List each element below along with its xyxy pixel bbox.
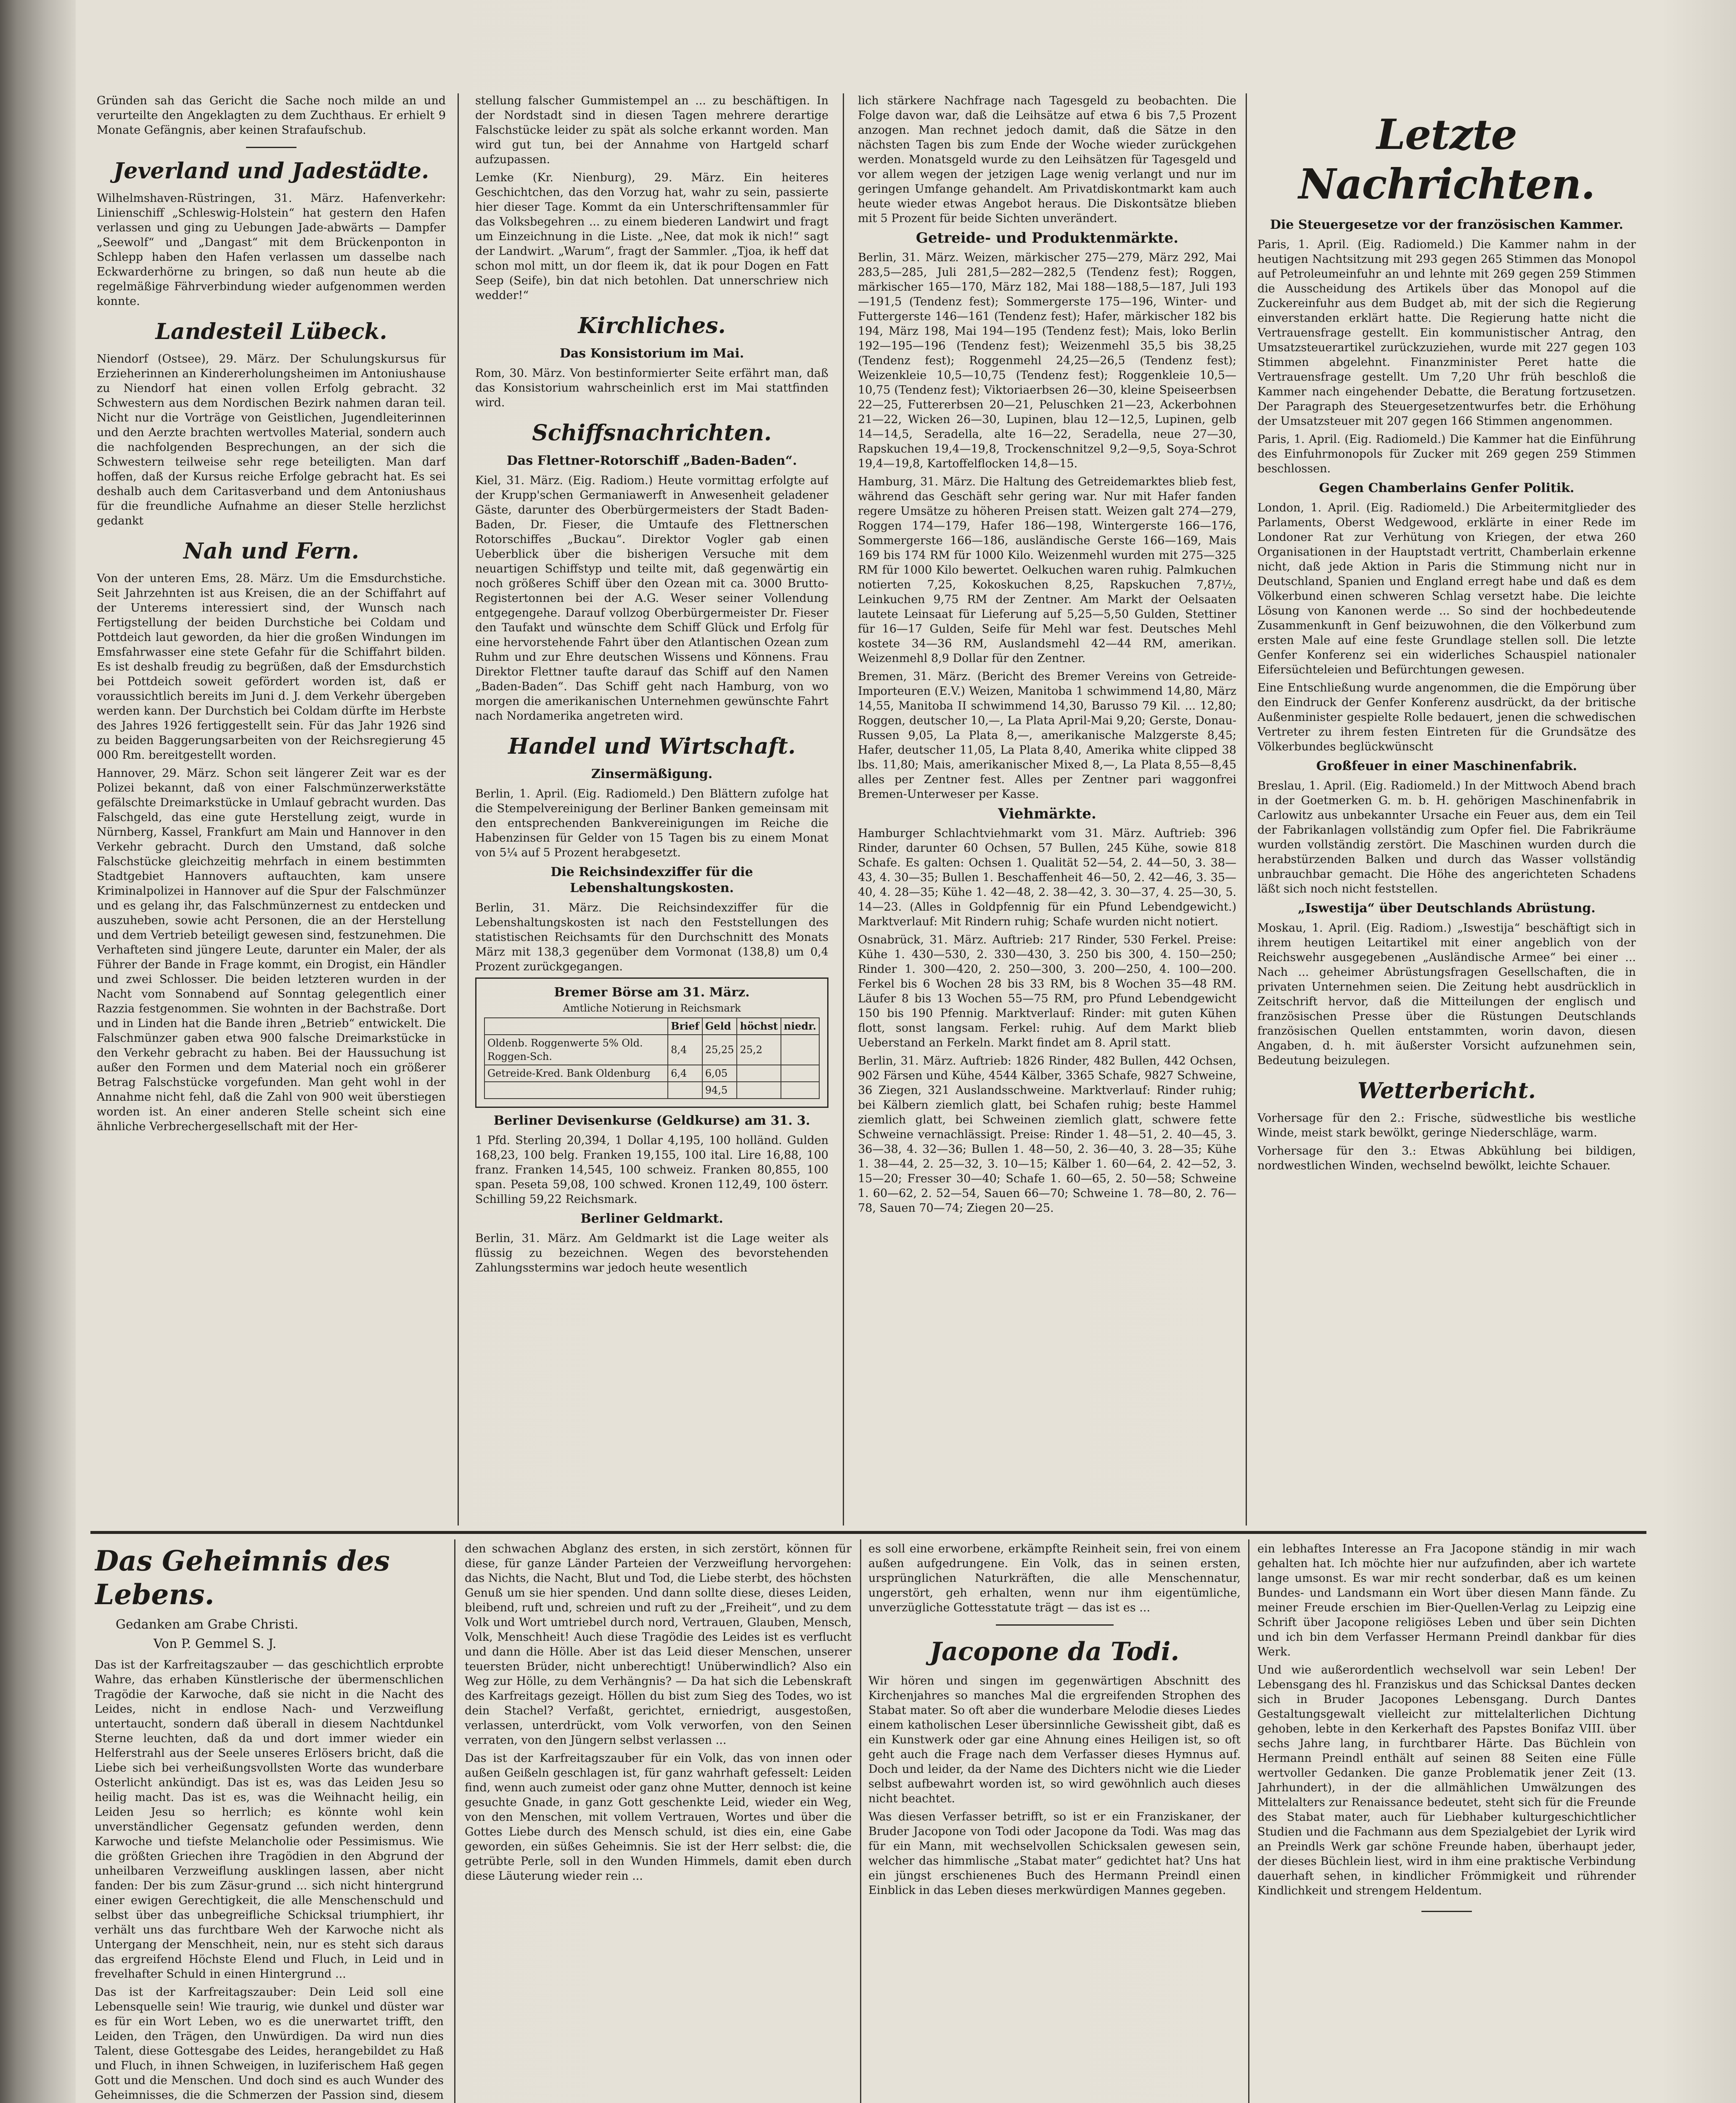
article-paragraph: Das ist der Karfreitagszauber: Dein Leid soll eine Lebensquelle sein! Wie traurig, wie dunkel und düster war es für ein Wort Leben, wo es die unerwartet trifft, den Leiden, den Trägen, den Unwürdigen. Da wird nun dies Talent, diese Gottesgabe des Leides, herangebildet zu Haß und Fluch, in ihnen Schweigen, in luziferischem Haß gegen Gott und die Menschen. Und doch sind es auch Wunder des Geheimnisses, die die Schmerzen der Passion sind, diesem — [95, 1986, 444, 2102]
table-cell — [781, 1065, 819, 1082]
article-headline: Das Flettner-Rotorschiff „Baden-Baden“. — [506, 453, 797, 468]
article-headline: Die Steuergesetze vor der französischen Kammer. — [1270, 217, 1623, 232]
table-cell: 6,4 — [668, 1065, 702, 1082]
article-headline: Die Reichsindexziffer für die Lebenshaltungskosten. — [550, 865, 753, 895]
table-header — [484, 1018, 668, 1035]
article-headline: Berliner Devisenkurse (Geldkurse) am 31. 3. — [493, 1113, 810, 1128]
short-rule — [996, 1624, 1114, 1626]
article-headline: „Iswestija“ über Deutschlands Abrüstung. — [1298, 901, 1596, 916]
column-divider — [1246, 93, 1247, 1526]
article-paragraph: Berlin, 31. März. Die Reichsindexziffer für die Lebenshaltungskosten ist nach den Feststellungen des statistischen Reichsamts für den Durchschnitt des Monats März mit 138,3 gegenüber dem Vormonat (138,8) um 0,4 Prozent zurückgegangen. — [475, 901, 828, 973]
short-rule — [246, 147, 296, 148]
article-paragraph: den schwachen Abglanz des ersten, in sich zerstört, können für diese, für ganze Länder Parteien der Verzweiflung hervorgehen: das Nichts, die Nacht, Blut und Tod, die Liebe sterbt, des höchsten Genuß um sie hier spenden. Und dann sollte diese, dieses Leiden, bleibend, ruft und, schreien und ruft zu der „Freiheit“, und zu dem Volk und Wort umtriebel durch nord, Vertrauen, Glauben, Mensch, Volk, Menschheit! Auch diese Tragödie des Leides ist es verflucht und dann die Hölle. Aber ist das Leid dieser Menschen, unserer teuersten Brüder, nicht unberechtigt! Unüberwindlich? Also ein Weg zur Hölle, zu dem Verhängnis? — Da hat sich die Lebenskraft des Karfreitags gezeigt. Höllen du bist zum Sieg des Todes, wo ist dein Stachel? Verfaßt, gerichtet, erniedrigt, ausgestoßen, verlassen, unterdrückt, vom Volk verworfen, von den Seinen verraten, von den Jüngern selbst verlassen ... — [465, 1542, 852, 1747]
table-cell — [484, 1082, 668, 1099]
article-paragraph: Rom, 30. März. Von bestinformierter Seite erfährt man, daß das Konsistorium wahrscheinlich erst im Mai stattfinden wird. — [475, 367, 828, 409]
article-paragraph: Hamburg, 31. März. Die Haltung des Getreidemarktes blieb fest, während das Geschäft sehr gering war. Nur mit Hafer fanden regere Umsätze zu höheren Preisen statt. Weizen galt 274—279, Roggen 174—179, Hafer 186—198, Wintergerste 166—176, Sommergerste 166—186, ausländische Gerste 166—169, Mais 169 bis 174 RM für 1000 Kilo. Weizenmehl wurden mit 275—325 RM für 1000 Kilo bewertet. Oelkuchen waren ruhig. Palmkuchen notierten 7,25, Kokoskuchen 8,25, Rapskuchen 7,87½, Leinkuchen 9,75 RM der Zentner. Am Markt der Oelsaaten lautete Leinsaat für Lieferung auf 5,25—5,50 Gulden, Stettiner für 16—17 Gulden, Seife für Mehl war fest. Deutsches Mehl kostete 34—36 RM, Auslandsmehl 42—44 RM, amerikan. Weizenmehl 8,9 Dollar für den Zentner. — [858, 475, 1236, 665]
table-header: Geld — [702, 1018, 737, 1035]
article-paragraph: Und wie außerordentlich wechselvoll war sein Leben! Der Lebensgang des hl. Franziskus und das Schicksal Dantes decken sich in Bruder Jacopones Lebensgang. Durch Dantes Gestaltungsgewalt vielleicht zur mittelalterlichen Dichtung gehoben, lebte in den Kerkerhaft des Papstes Bonifaz VIII. über sechs Jahre lang, in furchtbarer Härte. Das Büchlein von Hermann Preindl enthält auf seinen 88 Seiten eine Fülle wertvoller Gedanken. Die ganze Problematik jener Zeit (13. Jahrhundert), in der die allmählichen Umwälzungen des Mittelalters zur Renaissance bedeutet, steht sich für die Freunde des Stabat mater, auch für Liebhaber kulturgeschichtlicher Studien und die Fachmann aus dem Spezialgebiet der Lyrik wird an Preindls Werk gar schöne Freunde haben, überhaupt jeder, der dieses Büchlein liest, wird in ihm eine praktische Verbindung dauerhaft sehen, in kindlicher Frömmigkeit und rührender Kindlichkeit und strengem Heldentum. — [1257, 1663, 1636, 1897]
box-title: Bremer Börse am 31. März. — [554, 985, 750, 1000]
article-paragraph: stellung falscher Gummistempel an ... zu beschäftigen. In der Nordstadt sind in diesen Tagen mehrere derartige Falschstücke leider zu spät als solche erkannt worden. Man wird gut tun, bei der Annahme von Hartgeld scharf aufzupassen. — [475, 94, 828, 166]
section-heading: Letzte Nachrichten. — [1298, 111, 1595, 209]
feature-author: Von P. Gemmel S. J. — [153, 1637, 277, 1651]
table-cell: Getreide-Kred. Bank Oldenburg — [484, 1065, 668, 1082]
table-cell: 94,5 — [702, 1082, 737, 1099]
table-cell — [781, 1082, 819, 1099]
short-rule — [1421, 1911, 1472, 1912]
table-cell: 6,05 — [702, 1065, 737, 1082]
column-4 — [1257, 93, 1636, 1526]
table-row — [484, 1065, 819, 1082]
section-heading: Getreide- und Produktenmärkte. — [916, 230, 1179, 246]
table-header: niedr. — [781, 1018, 819, 1035]
article-headline: Zinsermäßigung. — [591, 767, 713, 781]
feature-title: Jacopone da Todi. — [929, 1637, 1180, 1666]
table-row — [484, 1082, 819, 1099]
quote-table — [484, 1017, 820, 1099]
feature-column-2 — [465, 1541, 852, 2103]
article-headline: Das Konsistorium im Mai. — [559, 346, 744, 361]
page-spine — [0, 0, 76, 2103]
article-paragraph: Berlin, 31. März. Am Geldmarkt ist die Lage weiter als flüssig zu bezeichnen. Wegen des bevorstehenden Zahlungsstermins war jedoch heute wesentlich — [475, 1232, 828, 1274]
feature-title: Das Geheimnis des Lebens. — [95, 1544, 390, 1611]
column-divider — [1248, 1539, 1249, 2103]
table-cell: 8,4 — [668, 1035, 702, 1065]
table-cell: 25,25 — [702, 1035, 737, 1065]
feuilleton-rule — [90, 1531, 1646, 1534]
column-1 — [97, 93, 446, 1526]
section-heading: Landesteil Lübeck. — [155, 319, 387, 344]
article-paragraph: Osnabrück, 31. März. Auftrieb: 217 Rinder, 530 Ferkel. Preise: Kühe 1. 430—530, 2. 330—430, 3. 250 bis 300, 4. 150—250; Rinder 1. 300—420, 2. 250—300, 3. 200—250, 4. 100—200. Ferkel bis 6 Wochen 28 bis 33 RM, bis 8 Wochen 35—48 RM. Läufer 8 bis 13 Wochen 55—75 RM, pro Pfund Lebendgewicht 150 bis 190 Pfennig. Marktverlauf: Rinder: mit guten Kühen flott, sonst langsam. Ferkel: ruhig. Auf dem Markt blieb Ueberstand an Ferkeln. Markt findet am 8. April statt. — [858, 933, 1236, 1049]
stock-exchange-box — [475, 977, 828, 1108]
section-heading: Viehmärkte. — [998, 805, 1096, 822]
article-paragraph: Vorhersage für den 3.: Etwas Abkühlung bei bildigen, nordwestlichen Winden, wechselnd bewölkt, leichte Schauer. — [1257, 1144, 1636, 1172]
article-paragraph: Paris, 1. April. (Eig. Radiomeld.) Die Kammer hat die Einführung des Einfuhrmonopols für Zucker mit 269 gegen 259 Stimmen beschlossen. — [1257, 433, 1636, 475]
column-2 — [475, 93, 828, 1526]
column-divider — [843, 93, 844, 1526]
feature-subtitle: Gedanken am Grabe Christi. — [116, 1617, 299, 1632]
article-paragraph: lich stärkere Nachfrage nach Tagesgeld zu beobachten. Die Folge davon war, daß die Leihsätze auf etwa 6 bis 7,5 Prozent anzogen. Man rechnet jedoch damit, daß die Sätze in den nächsten Tagen bis zum Ende der Woche wieder zurückgehen werden. Monatsgeld wurde zu den Leihsätzen für Tagesgeld und vor allem wegen der jetzigen Lage wenig verlangt und nur im geringen Umfange gehandelt. Am Privatdiskontmarkt kam auch heute wieder etwas Angebot heraus. Die Diskontsätze blieben mit 5 Prozent für beide Sichten unverändert. — [858, 94, 1236, 225]
article-paragraph: Hannover, 29. März. Schon seit längerer Zeit war es der Polizei bekannt, daß von einer Falschmünzerwerkstätte gefälschte Dreimarkstücke in Umlauf gebracht wurden. Das Falschgeld, das eine gute Herstellung zeigt, wurde in Nürnberg, Kassel, Frankfurt am Main und Hannover in den Verkehr gebracht. Durch den Umstand, daß solche Falschstücke gleichzeitig mehrfach in einem bestimmten Stadtgebiet Hannovers auftauchten, kam unsere Kriminalpolizei in Hannover auf die Spur der Falschmünzer und es gelang ihr, das Falschmünzernest zu entdecken und auszuheben, sowie acht Personen, die an der Herstellung und dem Vertrieb beteiligt gewesen sind, festzunehmen. Die Verhafteten sind jüngere Leute, darunter ein Maler, der als Führer der Bande in Frage kommt, ein Drogist, ein Händler und zwei Schlosser. Die beiden letzteren wurden in der Nacht vom Sonnabend auf Sonntag gelegentlich einer Razzia festgenommen. Sie wohnten in der Bachstraße. Dort und in Linden hat die Bande ihren „Betrieb“ entwickelt. Die Falschmünzer gaben etwa 900 falsche Dreimarkstücke in den Verkehr gebracht zu haben. Bei der Haussuchung ist außer den Formen und dem Material noch ein größerer Betrag Falschstücke vorgefunden. Man geht wohl in der Annahme nicht fehl, daß die Zahl von 900 weit überstiegen worden ist. An einer anderen Stelle scheint sich eine ähnliche Verbrechergesellschaft mit der Her- — [97, 767, 446, 1133]
article-paragraph: Vorhersage für den 2.: Frische, südwestliche bis westliche Winde, meist stark bewölkt, geringe Niederschläge, warm. — [1257, 1112, 1636, 1139]
column-divider — [458, 93, 459, 1526]
column-divider — [860, 1539, 861, 2103]
article-paragraph: ein lebhaftes Interesse an Fra Jacopone ständig in mir wach gehalten hat. Ich möchte hier nur aufzufinden, aber ich wartete lange umsonst. Es war mir recht sonderbar, daß es um keinen Bundes- und Landsmann ein Wort über diesen Mann fände. Zu meiner Freude erschien im Bier-Quellen-Verlag zu Leipzig eine Schrift über Jacopone religiöses Leben und über sein Dichten und ich bin dem Verfasser Hermann Preindl dankbar für dies Werk. — [1257, 1542, 1636, 1658]
section-heading: Wetterbericht. — [1358, 1078, 1536, 1104]
feature-column-1 — [95, 1541, 444, 2103]
article-paragraph: London, 1. April. (Eig. Radiomeld.) Die Arbeitermitglieder des Parlaments, Oberst Wedgewood, erklärte in einer Rede im Londoner Rat zur Verhütung von Kriegen, der etwa 260 Organisationen in der Hauptstadt vertritt, Chamberlain erkenne nicht, daß jede Aktion in Paris die Stimmung nicht nur in Deutschland, Spanien und England erregt habe und daß es dem Völkerbund einen schweren Schlag versetzt habe. Die leichte Lösung von Kanonen werde ... So sind der hochbedeutende Zusammenkunft in Genf beizuwohnen, die den Völkerbund zum ersten Male auf eine feste Grundlage stellen soll. Die letzte Genfer Konferenz sei ein widerliches Schauspiel nationaler Eifersüchteleien und Befürchtungen gewesen. — [1257, 501, 1636, 676]
table-header: höchst — [737, 1018, 781, 1035]
table-row — [484, 1035, 819, 1065]
article-paragraph: Niendorf (Ostsee), 29. März. Der Schulungskursus für Erzieherinnen an Kindererholungsheimen im Antoniushause zu Niendorf hat einen vollen Erfolg gebracht. 32 Schwestern aus dem Nordischen Bezirk nahmen daran teil. Nicht nur die Vorträge von Geistlichen, Jugendleiterinnen und den Aerzte brachten wertvolles Material, sondern auch die nachfolgenden Besprechungen, an der sich die Schwestern teilweise sehr rege beteiligten. Man darf hoffen, daß der Kursus reiche Erfolge gebracht hat. Es sei deshalb auch dem Caritasverband und dem Antoniushaus für die freundliche Aufnahme an dieser Stelle herzlichst gedankt — [97, 352, 446, 527]
table-cell: Oldenb. Roggenwerte 5% Old. Roggen-Sch. — [484, 1035, 668, 1065]
box-subtitle: Amtliche Notierung in Reichsmark — [563, 1002, 741, 1014]
article-paragraph: Das ist der Karfreitagszauber — das geschichtlich erprobte Wahre, das erhaben Künstlerische der übermenschlichen Tragödie der Karwoche, daß sie nicht in die Nacht des Leides, nicht in endlose Nach- und Verzweiflung untertaucht, sondern daß überall in diesem Nachtdunkel Sterne leuchten, daß da und dort immer wieder ein Helferstrahl aus der Seele unseres Erlösers bricht, daß die Liebe sich bei verheißungsvollsten Worte das wunderbare Osterlicht ankündigt. Das ist es, was das Leiden Jesu so heilig macht. Das ist es, was die Weihnacht heilig, ein Leiden Jesu so herrlich; es könnte wohl kein unverständlicher Gegensatz gefunden werden, denn Karwoche und tiefste Melancholie oder Pessimismus. Wie die größten Griechen ihre Tragödien in den Abgrund der unheilbaren Verzweiflung ausklingen lassen, aber nicht fanden: Der bis zum Zäsur-grund ... sich nicht hintergrund einer ewigen Gerechtigkeit, die alle Menschenschuld und selbst über das unbegreifliche Schicksal triumphiert, ihr verhält uns das furchtbare Weh der Karwoche nicht als Untergang der Menschheit, nein, nur es steht sich daraus das ergreifend Höchste Elend und Fluch, in Leid und in frevelhafter Schuld in einen Hintergrund ... — [95, 1658, 444, 1981]
table-cell — [737, 1065, 781, 1082]
article-paragraph: Berlin, 1. April. (Eig. Radiomeld.) Den Blättern zufolge hat die Stempelvereinigung der Berliner Banken gemeinsam mit den entsprechenden Bankvereinigungen im Reiche die Habenzinsen für Gelder von 15 Tagen bis zu einem Monat von 5¼ auf 5 Prozent herabgesetzt. — [475, 787, 828, 859]
article-paragraph: Was diesen Verfasser betrifft, so ist er ein Franziskaner, der Bruder Jacopone von Todi oder Jacopone da Todi. Was mag das für ein Mann, mit wechselvollen Schicksalen gewesen sein, welcher das himmlische „Stabat mater“ gedichtet hat? Uns hat ein jüngst erschienenes Buch des Hermann Preindl einen Einblick in das Leben dieses merkwürdigen Mannes gegeben. — [868, 1810, 1241, 1897]
article-paragraph: es soll eine erworbene, erkämpfte Reinheit sein, frei von einem außen aufgedrungene. Ein Volk, das in seinen ersten, ursprünglichen Naturkräften, die alle Menschennatur, ungerstört, geh erhalten, wenn nur ihm eigentümliche, unverzügliche Gottesstatute trägt — das ist es ... — [868, 1542, 1241, 1614]
table-cell — [668, 1082, 702, 1099]
article-paragraph: Bremen, 31. März. (Bericht des Bremer Vereins von Getreide-Importeuren (E.V.) Weizen, Manitoba 1 schwimmend 14,80, März 14,55, Manitoba II schwimmend 14,30, Barusso 79 Kil. ... 12,80; Roggen, deutscher 10,—, La Plata April-Mai 9,20; Gerste, Donau-Russen 9,05, La Plata 8,—, amerikanische Malzgerste 8,45; Hafer, deutscher 11,05, La Plata 8,40, Amerika white clipped 38 lbs. 11,80; Mais, amerikanischer Mixed 8,—, La Plata 8,55—8,45 alles per Zentner fest. Alles per Zentner pari waggonfrei Bremen-Unterweser per Kasse. — [858, 670, 1236, 801]
article-paragraph: Lemke (Kr. Nienburg), 29. März. Ein heiteres Geschichtchen, das den Vorzug hat, wahr zu sein, passierte hier dieser Tage. Kommt da ein Unterschriftensammler für das Volksbegehren ... zu einem biederen Landwirt und fragt um Einzeichnung in die Liste. „Nee, dat mok ik nich!“ sagt der Landwirt. „Warum“, fragt der Sammler. „Tjoa, ik heff dat schon mol mitt, un dor fleem ik, dat ik pour Dogen en Fatt Seep (Seife), bin dat nich betohlen. Dat unnerschriew nich wedder!“ — [475, 171, 828, 302]
article-paragraph: Breslau, 1. April. (Eig. Radiomeld.) In der Mittwoch Abend brach in der Goetmerken G. m. b. H. gehörigen Maschinenfabrik in Carlowitz aus unbekannter Ursache ein Feuer aus, dem ein Teil der Fabrikanlagen vollständig zum Opfer fiel. Die Fabrikräume wurden vollständig zerstört. Die Maschinen wurden durch die herabstürzenden Balken und durch das Wasser vollständig unbrauchbar gemacht. Die Höhe des angerichteten Schadens läßt sich noch nicht feststellen. — [1257, 779, 1636, 895]
article-paragraph: 1 Pfd. Sterling 20,394, 1 Dollar 4,195, 100 holländ. Gulden 168,23, 100 belg. Franken 19,155, 100 ital. Lire 16,88, 100 franz. Franken 14,545, 100 schweiz. Franken 80,855, 100 span. Peseta 59,08, 100 schwed. Kronen 112,49, 100 österr. Schilling 59,22 Reichsmark. — [475, 1134, 828, 1206]
section-heading: Kirchliches. — [578, 313, 726, 339]
article-paragraph: Berlin, 31. März. Auftrieb: 1826 Rinder, 482 Bullen, 442 Ochsen, 902 Färsen und Kühe, 4544 Kälber, 3365 Schafe, 9827 Schweine, 36 Ziegen, 321 Auslandsschweine. Marktverlauf: Rinder ruhig; bei Kälbern ziemlich glatt, bei Schafen ruhig; beste Hammel ziemlich glatt, bei Schweinen ziemlich glatt, schwere fette Schweine vernachlässigt. Preise: Rinder 1. 48—51, 2. 40—45, 3. 36—38, 4. 32—36; Bullen 1. 48—50, 2. 36—40, 3. 28—35; Kühe 1. 38—44, 2. 25—32, 3. 10—15; Kälber 1. 60—64, 2. 42—52, 3. 15—20; Fresser 30—40; Schafe 1. 60—65, 2. 50—58; Schweine 1. 60—62, 2. 52—54, Sauen 66—70; Schweine 1. 78—80, 2. 76—78, Sauen 70—74; Ziegen 20—25. — [858, 1054, 1236, 1215]
article-paragraph: Wilhelmshaven-Rüstringen, 31. März. Hafenverkehr: Linienschiff „Schleswig-Holstein“ hat gestern den Hafen verlassen und ging zu Uebungen Jade-abwärts — Dampfer „Seewolf“ und „Dangast“ mit dem Brückenponton in Schlepp haben den Hafen verlassen um dasselbe nach Eckwarderhörne zu bringen, so daß nun heute ab die regelmäßige Fährverbindung wieder aufgenommen werden konnte. — [97, 192, 446, 308]
article-paragraph: Kiel, 31. März. (Eig. Radiom.) Heute vormittag erfolgte auf der Krupp'schen Germaniawerft in Anwesenheit geladener Gäste, darunter des Oberbürgermeisters der Stadt Baden-Baden, Dr. Fieser, die Umtaufe des Flettnerschen Rotorschiffes „Buckau“. Direktor Vogler gab einen Ueberblick über die bisherigen Versuche mit dem neuartigen Schiffstyp und teilte mit, daß gegenwärtig ein noch größeres Schiff über den Ozean mit ca. 3000 Brutto-Registertonnen bei der A.G. Weser seiner Vollendung entgegengehe. Darauf vollzog Oberbürgermeister Dr. Fieser den Taufakt und wünschte dem Schiff Glück und Erfolg für eine hervorstehende Fahrt über den Atlantischen Ozean zum Ruhm und zur Ehre deutschen Wissens und Könnens. Frau Direktor Flettner taufte darauf das Schiff auf den Namen „Baden-Baden“. Das Schiff geht nach Hamburg, von wo morgen die amerikanischen Unternehmen gewünschte Fahrt nach Nordamerika angetreten wird. — [475, 474, 828, 723]
column-divider — [454, 1539, 455, 2103]
column-3 — [858, 93, 1236, 1526]
section-heading: Handel und Wirtschaft. — [508, 734, 796, 759]
feature-column-3 — [868, 1541, 1241, 2103]
article-paragraph: Wir hören und singen im gegenwärtigen Abschnitt des Kirchenjahres so manches Mal die ergreifenden Strophen des Stabat mater. So oft aber die wunderbare Melodie dieses Liedes einem katholischen Leser übersinnliche Gewissheit gibt, daß es ein Kunstwerk oder gar eine Ahnung eines Heiligen ist, so oft geht auch die Frage nach dem Verfasser dieses Hymnus auf. Doch und leider, da der Name des Dichters nicht wie die Lieder selbst aufbewahrt worden ist, so wird gewöhnlich auch dieses nicht beachtet. — [868, 1674, 1241, 1805]
section-heading: Jeverland und Jadestädte. — [113, 158, 429, 184]
article-headline: Berliner Geldmarkt. — [580, 1211, 723, 1226]
article-paragraph: Moskau, 1. April. (Eig. Radiom.) „Iswestija“ beschäftigt sich in ihrem heutigen Leitartikel mit einer angeblich von der Reichswehr ausgegebenen „Ausländische Armee“ bei einer ... Nach ... geheimer Abrüstungsfragen Gesellschaften, die in privaten Unternehmen seien. Die Zeitung hebt ausdrücklich in Zeitschrift hervor, daß die Mitteilungen der englisch und französischen Presse über die Rüstungen Deutschlands französischen Quellen entstammten, worin davon, diesen Angaben, d. h. mit äußerster Vorsicht aufzunehmen sein, Bedeutung beizulegen. — [1257, 922, 1636, 1067]
table-header: Brief — [668, 1018, 702, 1035]
section-heading: Nah und Fern. — [183, 538, 359, 564]
article-paragraph: Gründen sah das Gericht die Sache noch milde an und verurteilte den Angeklagten zu dem Zuchthaus. Er erhielt 9 Monate Gefängnis, aber keinen Strafaufschub. — [97, 94, 446, 137]
section-heading: Schiffsnachrichten. — [532, 420, 772, 446]
table-cell — [781, 1035, 819, 1065]
article-paragraph: Eine Entschließung wurde angenommen, die die Empörung über den Eindruck der Genfer Konferenz ausdrückt, da der britische Außenminister gespielte Rolle bedauert, jenen die schwedischen Vertreter zu ihrem festen Eintreten für die Grundsätze des Völkerbundes beglückwünscht — [1257, 681, 1636, 753]
table-cell: 25,2 — [737, 1035, 781, 1065]
article-paragraph: Von der unteren Ems, 28. März. Um die Emsdurchstiche. Seit Jahrzehnten ist aus Kreisen, die an der Schiffahrt auf der Unterems interessiert sind, der Wunsch nach Fertigstellung der beiden Durchstiche bei Coldam und Pottdeich laut geworden, da hier die großen Windungen im Emsfahrwasser eine stete Gefahr für die Schiffahrt bilden. Es ist deshalb freudig zu begrüßen, daß der Emsdurchstich bei Pottdeich soweit gefördert worden ist, daß er voraussichtlich bereits im Juni d. J. dem Verkehr übergeben werden kann. Der Durchstich bei Coldam dürfte im Herbste des Jahres 1926 fertiggestellt sein. Für das Jahr 1926 sind zu beiden Baggerungsarbeiten von der Reichsregierung 45 000 Rm. bereitgestellt worden. — [97, 572, 446, 762]
article-paragraph: Hamburger Schlachtviehmarkt vom 31. März. Auftrieb: 396 Rinder, darunter 60 Ochsen, 57 Bullen, 245 Kühe, sowie 818 Schafe. Es galten: Ochsen 1. Qualität 52—54, 2. 44—50, 3. 38—43, 4. 30—35; Bullen 1. Beschaffenheit 46—50, 2. 42—46, 3. 35—40, 4. 28—35; Kühe 1. 42—48, 2. 38—42, 3. 30—37, 4. 25—30, 5. 14—23. (Alles in Goldpfennig für ein Pfund Lebendgewicht.) Marktverlauf: Mit Rindern ruhig; Schafe wurden nicht notiert. — [858, 827, 1236, 928]
feature-column-4 — [1257, 1541, 1636, 2103]
table-cell — [737, 1082, 781, 1099]
article-headline: Großfeuer in einer Maschinenfabrik. — [1316, 759, 1577, 773]
article-paragraph: Paris, 1. April. (Eig. Radiomeld.) Die Kammer nahm in der heutigen Nachtsitzung mit 293 gegen 265 Stimmen das Monopol auf Petroleumeinfuhr an und lehnte mit 269 gegen 259 Stimmen die Ausscheidung des Artikels über das Monopol auf die Zuckereinfuhr aus dem Budget ab, mit der sich die Regierung einverstanden erklärt hatte. Die Regierung hatte nicht die Vertrauensfrage gestellt. Ein kommunistischer Antrag, den Umsatzsteuerartikel zurückzuziehen, wurde mit 227 gegen 103 Stimmen abgelehnt. Finanzminister Peret hatte die Vertrauensfrage gestellt. Um 7,20 Uhr früh beschloß die Kammer nach eingehender Debatte, die Beratung fortzusetzen. Der Paragraph des Steuergesetzentwurfes betr. die Erhöhung der Umsatzsteuer mit 207 gegen 166 Stimmen angenommen. — [1257, 238, 1636, 428]
article-paragraph: Berlin, 31. März. Weizen, märkischer 275—279, März 292, Mai 283,5—285, Juli 281,5—282—282,5 (Tendenz fest); Roggen, märkischer 165—170, März 182, Mai 188—188,5—187, Juli 193—191,5 (Tendenz fest); Sommergerste 175—196, Winter- und Futtergerste 146—161 (Tendenz fest); Hafer, märkischer 182 bis 194, März 198, Mai 194—195 (Tendenz fest); Mais, loko Berlin 192—195—196 (Tendenz fest); Weizenmehl 35,5 bis 38,25 (Tendenz fest); Roggenmehl 24,25—26,5 (Tendenz fest); Weizenkleie 10,5—10,75 (Tendenz fest); Roggenkleie 10,5—10,75 (Tendenz fest); Viktoriaerbsen 26—30, kleine Speiseerbsen 22—25, Futtererbsen 20—21, Peluschken 21—23, Ackerbohnen 21—22, Wicken 26—30, Lupinen, blau 12—12,5, Lupinen, gelb 14—14,5, Seradella, alte 16—22, Seradella, neue 27—30, Rapskuchen 19,4—19,8, Trockenschnitzel 9,2—9,5, Soya-Schrot 19,4—19,8, Kartoffelflocken 14,8—15. — [858, 251, 1236, 470]
article-paragraph: Das ist der Karfreitagszauber für ein Volk, das von innen oder außen Geißeln geschlagen ist, für ganz wahrhaft gefesselt: Leiden find, wenn auch zumeist oder ganz ohne Mutter, dennoch ist keine gesuchte Gnade, in ganz Gott geschenkte Leid, wieder ein Weg, von den Menschen, mit vollem Vertrauen, Wortes und über die Gottes Liebe durch des Mensch schuld, ist dies ein, eine Gabe geworden, ein süßes Geheimnis. Sie ist der Herr selbst: die, die getrübte Perle, soll in den Wunden Himmels, damit eben durch diese Läuterung wieder rein ... — [465, 1752, 852, 1883]
article-headline: Gegen Chamberlains Genfer Politik. — [1319, 481, 1575, 495]
